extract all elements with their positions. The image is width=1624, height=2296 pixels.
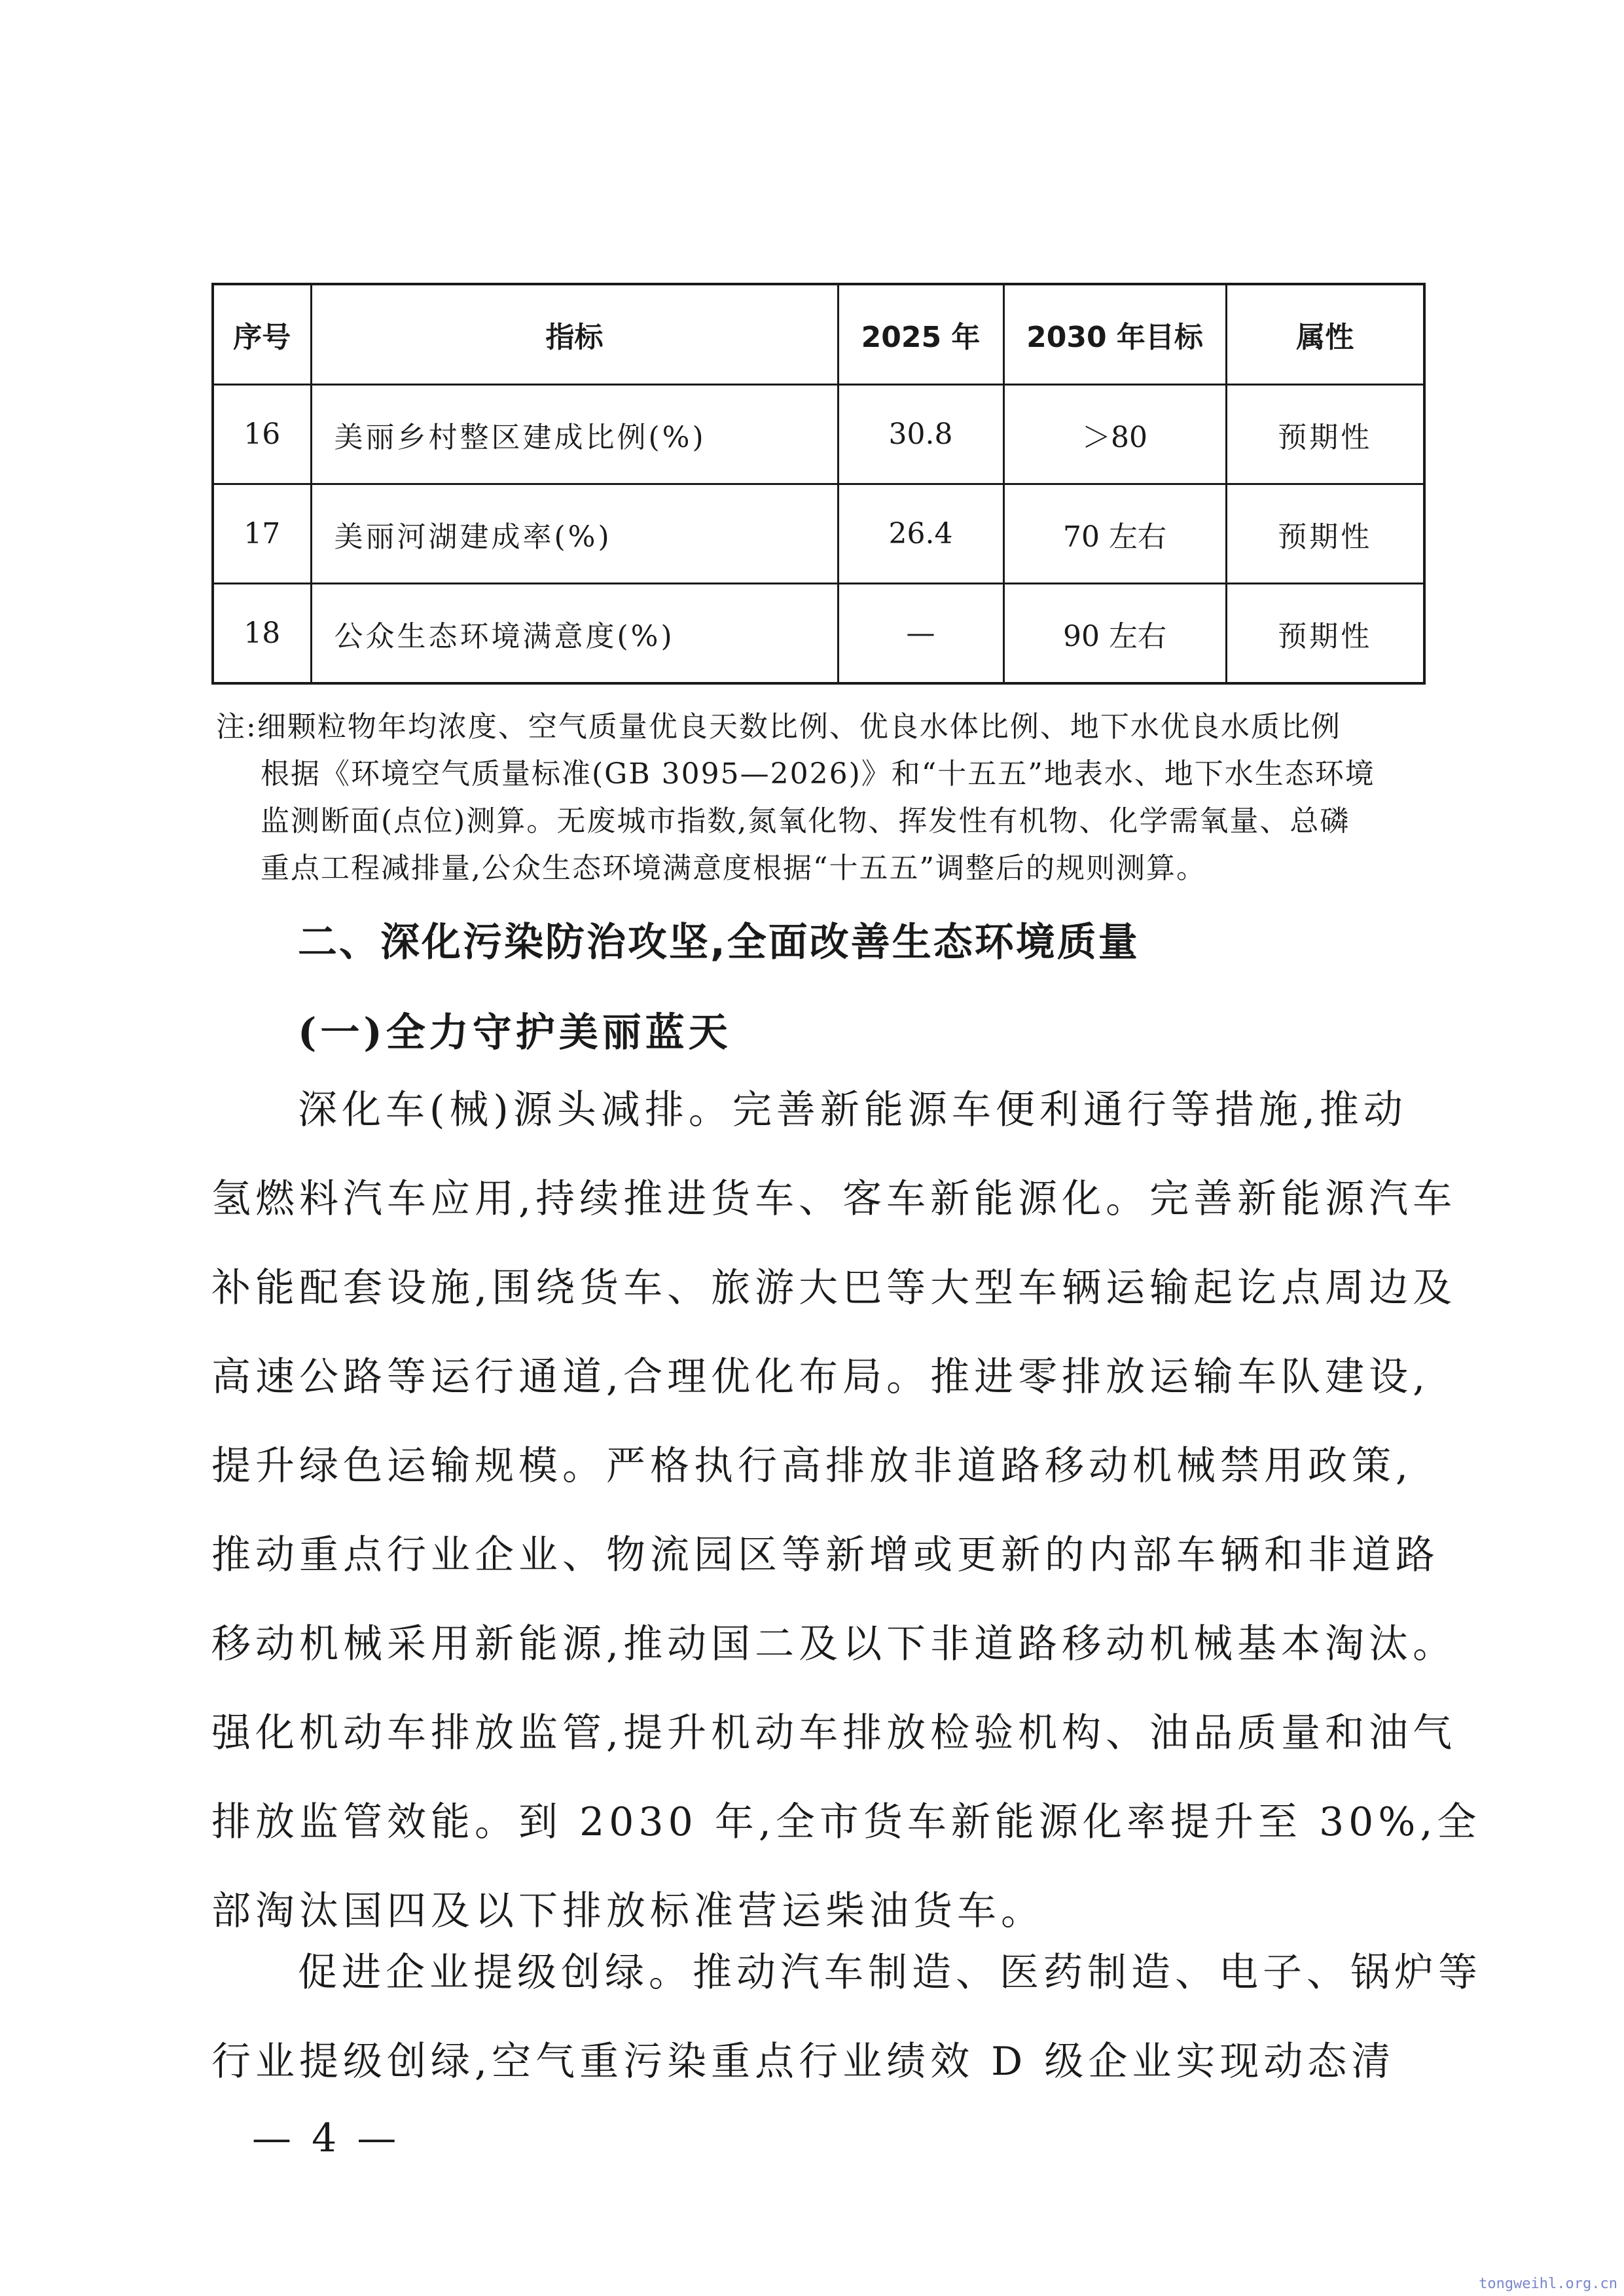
paragraph-line: 行业提级创绿,空气重污染重点行业绩效 D 级企业实现动态清 [211,2039,1396,2085]
paragraph-line: 促进企业提级创绿。推动汽车制造、医药制造、电子、锅炉等 [298,1950,1482,1996]
table-note [216,704,1434,892]
cell-no: 17 [213,484,311,584]
header-no: 序号 [213,284,311,385]
indicator-table [211,283,1426,685]
table-row [213,484,1424,584]
table-header-row [213,284,1424,385]
cell-indicator: 美丽乡村整区建成比例(%) [311,385,838,484]
cell-2025: — [838,584,1003,684]
cell-2025: 30.8 [838,385,1003,484]
indicator-table-container [211,283,1423,685]
header-attribute: 属性 [1226,284,1424,385]
note-line: 监测断面(点位)测算。无废城市指数,氮氧化物、挥发性有机物、化学需氧量、总磷 [261,804,1350,838]
paragraph-line: 高速公路等运行通道,合理优化布局。推进零排放运输车队建设, [211,1354,1430,1400]
paragraph-line: 补能配套设施,围绕货车、旅游大巴等大型车辆运输起讫点周边及 [211,1265,1457,1311]
paragraph-line: 部淘汰国四及以下排放标准营运柴油货车。 [211,1888,1045,1934]
header-2025: 2025 年 [838,284,1003,385]
cell-2030: ＞80 [1003,385,1226,484]
cell-2030: 70 左右 [1003,484,1226,584]
watermark: tongweihl.org.cn [1479,2276,1617,2292]
table-row [213,584,1424,684]
page-number: — 4 — [252,2115,401,2161]
header-indicator: 指标 [311,284,838,385]
header-2030-target: 2030 年目标 [1003,284,1226,385]
section-heading: 二、深化污染防治攻坚,全面改善生态环境质量 [298,920,1140,965]
section-subheading: (一)全力守护美丽蓝天 [298,1010,732,1056]
cell-no: 18 [213,584,311,684]
table-row [213,385,1424,484]
cell-indicator: 美丽河湖建成率(%) [311,484,838,584]
paragraph-vehicle-emissions [211,1086,1481,1977]
note-line: 注:细颗粒物年均浓度、空气质量优良天数比例、优良水体比例、地下水优良水质比例 [216,710,1341,744]
paragraph-line: 氢燃料汽车应用,持续推进货车、客车新能源化。完善新能源汽车 [211,1176,1457,1222]
paragraph-line: 深化车(械)源头减排。完善新能源车便利通行等措施,推动 [298,1087,1407,1133]
paragraph-line: 移动机械采用新能源,推动国二及以下非道路移动机械基本淘汰。 [211,1621,1457,1667]
cell-attribute: 预期性 [1226,484,1424,584]
cell-2030: 90 左右 [1003,584,1226,684]
cell-indicator: 公众生态环境满意度(%) [311,584,838,684]
paragraph-line: 排放监管效能。到 2030 年,全市货车新能源化率提升至 30%,全 [211,1799,1481,1845]
paragraph-enterprise-upgrade [211,1949,1482,2127]
paragraph-line: 提升绿色运输规模。严格执行高排放非道路移动机械禁用政策, [211,1443,1413,1489]
paragraph-line: 推动重点行业企业、物流园区等新增或更新的内部车辆和非道路 [211,1532,1439,1578]
note-line: 根据《环境空气质量标准(GB 3095—2026)》和“十五五”地表水、地下水生态环境 [261,757,1375,791]
cell-attribute: 预期性 [1226,385,1424,484]
cell-attribute: 预期性 [1226,584,1424,684]
cell-no: 16 [213,385,311,484]
note-line: 重点工程减排量,公众生态环境满意度根据“十五五”调整后的规则测算。 [261,852,1206,885]
paragraph-line: 强化机动车排放监管,提升机动车排放检验机构、油品质量和油气 [211,1710,1457,1756]
cell-2025: 26.4 [838,484,1003,584]
